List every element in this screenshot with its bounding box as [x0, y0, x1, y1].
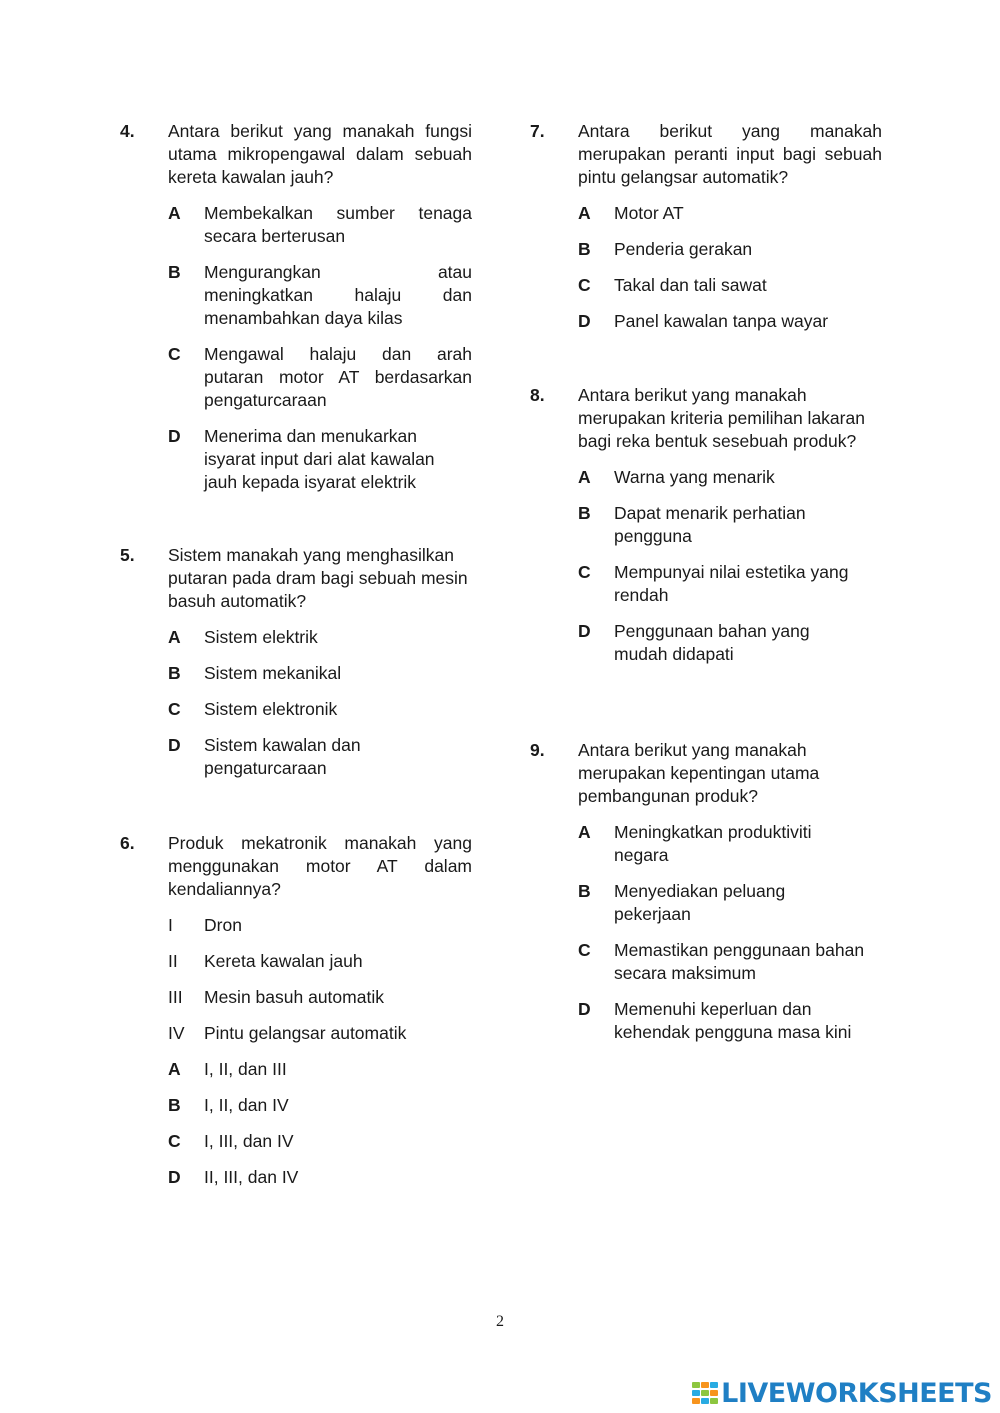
option-letter: D [168, 426, 181, 446]
option-letter: A [168, 627, 181, 647]
option-text: Warna yang menarik [614, 467, 775, 487]
option-letter: D [168, 1167, 181, 1187]
question-number: 7. [530, 121, 545, 141]
question-text: Antara berikut yang manakah merupakan peranti input bagi sebuah pintu gelangsar automatik? [578, 121, 882, 187]
option-letter: B [168, 663, 181, 683]
question-text: Antara berikut yang manakah fungsi utama mikropengawal dalam sebuah kereta kawalan jauh? [168, 121, 472, 187]
option-c[interactable] [168, 1130, 472, 1153]
statement-iii [168, 986, 472, 1009]
option-a[interactable] [168, 626, 472, 649]
option-b[interactable] [578, 880, 804, 926]
question-number: 5. [120, 545, 135, 565]
option-letter: B [168, 262, 181, 282]
question-number: 6. [120, 833, 135, 853]
option-text: Sistem kawalan dan pengaturcaraan [204, 735, 361, 778]
option-letter: A [578, 467, 591, 487]
option-letter: A [168, 1059, 181, 1079]
option-d[interactable] [578, 620, 826, 666]
option-letter: A [168, 203, 181, 223]
option-letter: C [168, 1131, 181, 1151]
option-letter: B [578, 881, 591, 901]
option-letter: A [578, 822, 591, 842]
option-letter: C [168, 699, 181, 719]
option-text: Mengurangkan atau meningkatkan halaju dan menambahkan daya kilas [204, 262, 472, 328]
option-b[interactable] [168, 662, 472, 685]
option-text: Menerima dan menukarkan isyarat input dari alat kawalan jauh kepada isyarat elektrik [204, 426, 435, 492]
option-letter: C [578, 940, 591, 960]
statement-numeral: IV [168, 1023, 185, 1043]
option-d[interactable] [578, 310, 882, 333]
option-b[interactable] [578, 238, 882, 261]
question-4 [120, 120, 472, 494]
option-text: I, II, dan IV [204, 1095, 289, 1115]
option-a[interactable] [578, 466, 882, 489]
question-text: Sistem manakah yang menghasilkan putaran pada dram bagi sebuah mesin basuh automatik? [168, 545, 468, 611]
option-a[interactable] [168, 1058, 472, 1081]
option-c[interactable] [578, 561, 870, 607]
option-letter: A [578, 203, 591, 223]
question-7 [530, 120, 882, 333]
option-text: Motor AT [614, 203, 684, 223]
question-6 [120, 832, 472, 1189]
statement-iv [168, 1022, 472, 1045]
statement-text: Pintu gelangsar automatik [204, 1023, 407, 1043]
question-8 [530, 384, 882, 666]
question-9 [530, 739, 882, 1044]
statement-i [168, 914, 472, 937]
page-number: 2 [496, 1313, 504, 1330]
option-text: Meningkatkan produktiviti negara [614, 822, 812, 865]
statement-text: Kereta kawalan jauh [204, 951, 363, 971]
option-d[interactable] [168, 734, 384, 780]
option-letter: C [578, 275, 591, 295]
option-a[interactable] [168, 202, 472, 248]
statement-numeral: I [168, 915, 173, 935]
option-text: Sistem elektrik [204, 627, 318, 647]
option-c[interactable] [578, 274, 882, 297]
question-text: Produk mekatronik manakah yang menggunakan motor AT dalam kendaliannya? [168, 833, 472, 899]
option-c[interactable] [168, 343, 472, 412]
option-letter: D [578, 311, 591, 331]
option-text: Mempunyai nilai estetika yang rendah [614, 562, 849, 605]
option-text: I, III, dan IV [204, 1131, 294, 1151]
option-text: Penderia gerakan [614, 239, 753, 259]
option-letter: D [578, 621, 591, 641]
statement-text: Mesin basuh automatik [204, 987, 384, 1007]
option-b[interactable] [578, 502, 826, 548]
question-5 [120, 544, 472, 780]
option-d[interactable] [168, 1166, 472, 1189]
option-text: Sistem mekanikal [204, 663, 342, 683]
option-letter: D [578, 999, 591, 1019]
option-d[interactable] [578, 998, 874, 1044]
option-text: II, III, dan IV [204, 1167, 299, 1187]
question-number: 8. [530, 385, 545, 405]
statement-text: Dron [204, 915, 242, 935]
option-text: Memastikan penggunaan bahan secara maksimum [614, 940, 865, 983]
option-letter: B [578, 503, 591, 523]
option-b[interactable] [168, 261, 472, 330]
option-a[interactable] [578, 202, 882, 225]
option-letter: C [168, 344, 181, 364]
brand-name: LIVEWORKSHEETS [721, 1377, 992, 1409]
liveworksheets-logo-icon [691, 1380, 719, 1406]
question-text: Antara berikut yang manakah merupakan kriteria pemilihan lakaran bagi reka bentuk sesebuah produk? [578, 385, 865, 451]
liveworksheets-branding[interactable] [691, 1376, 992, 1410]
option-letter: B [578, 239, 591, 259]
question-number: 4. [120, 121, 135, 141]
option-text: Penggunaan bahan yang mudah didapati [614, 621, 810, 664]
option-text: Sistem elektronik [204, 699, 338, 719]
option-text: Takal dan tali sawat [614, 275, 767, 295]
option-text: I, II, dan III [204, 1059, 287, 1079]
option-letter: B [168, 1095, 181, 1115]
option-c[interactable] [578, 939, 882, 985]
option-b[interactable] [168, 1094, 472, 1117]
option-text: Memenuhi keperluan dan kehendak pengguna masa kini [614, 999, 852, 1042]
option-letter: C [578, 562, 591, 582]
statement-ii [168, 950, 472, 973]
option-text: Dapat menarik perhatian pengguna [614, 503, 806, 546]
question-number: 9. [530, 740, 545, 760]
option-text: Mengawal halaju dan arah putaran motor AT berdasarkan pengaturcaraan [204, 344, 472, 410]
option-d[interactable] [168, 425, 442, 494]
question-text: Antara berikut yang manakah merupakan kepentingan utama pembangunan produk? [578, 740, 820, 806]
statement-numeral: III [168, 987, 183, 1007]
option-text: Menyediakan peluang pekerjaan [614, 881, 786, 924]
option-text: Membekalkan sumber tenaga secara berterusan [204, 203, 472, 246]
option-c[interactable] [168, 698, 472, 721]
option-letter: D [168, 735, 181, 755]
option-text: Panel kawalan tanpa wayar [614, 311, 829, 331]
option-a[interactable] [578, 821, 834, 867]
statement-numeral: II [168, 951, 178, 971]
